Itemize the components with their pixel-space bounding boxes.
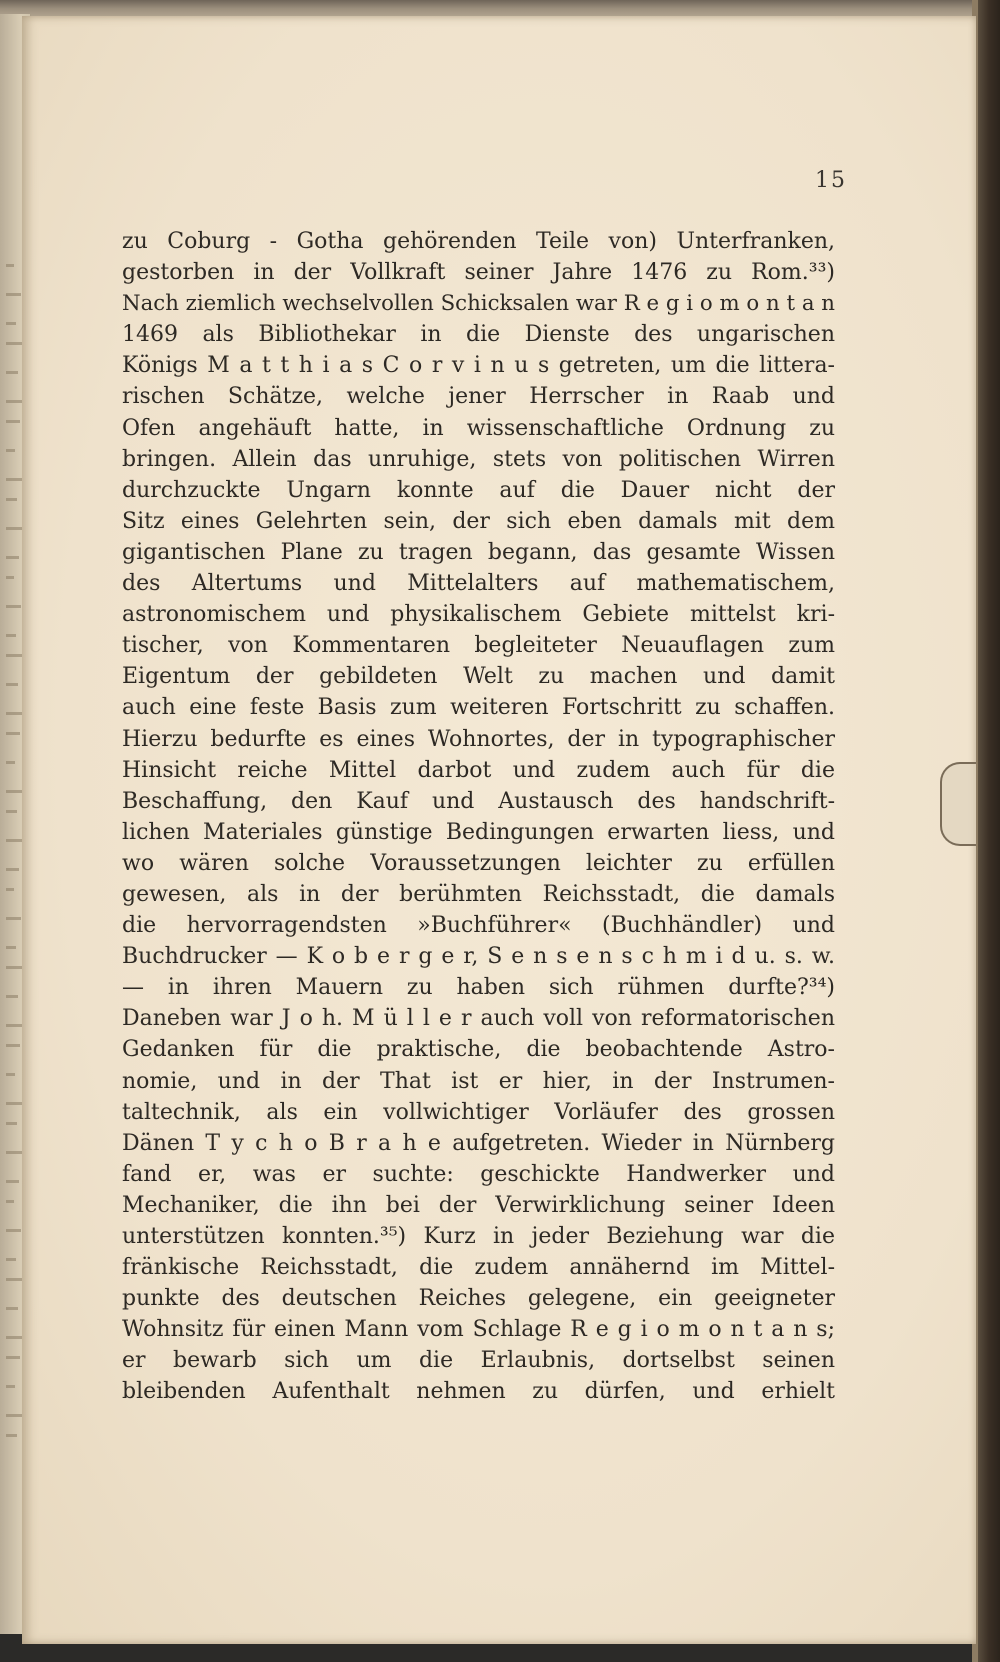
- show-through-mark: [6, 1434, 17, 1437]
- text-line: punkte des deutschen Reiches gelegene, ein geeigneter: [122, 1286, 835, 1312]
- text-line: Wohnsitz für einen Mann vom Schlage R e g i o m o n t a n s;: [122, 1317, 835, 1343]
- text-line: bringen. Allein das unruhige, stets von politischen Wirren: [122, 446, 835, 472]
- text-line: Mechaniker, die ihn bei der Verwirklichung seiner Ideen: [122, 1192, 835, 1218]
- show-through-mark: [6, 342, 23, 345]
- text-line: lichen Materiales günstige Bedingungen erwarten liess, und: [122, 819, 835, 845]
- text-line: Daneben war J o h. M ü l l e r auch voll von reformatorischen: [122, 1006, 835, 1032]
- show-through-mark: [6, 732, 20, 735]
- text-line: bleibenden Aufenthalt nehmen zu dürfen, und erhielt: [122, 1379, 835, 1405]
- show-through-mark: [6, 1180, 19, 1183]
- show-through-mark: [6, 683, 18, 686]
- text-line: des Altertums und Mittelalters auf mathematischem,: [122, 571, 835, 597]
- text-line: auch eine feste Basis zum weiteren Fortschritt zu schaffen.: [122, 695, 835, 721]
- text-line: zu Coburg - Gotha gehörenden Teile von) Unterfranken,: [122, 229, 835, 254]
- book-cover-edge: [972, 0, 1000, 1662]
- text-line: Dänen T y c h o B r a h e aufgetreten. Wieder in Nürnberg: [122, 1130, 835, 1156]
- text-line: Gedanken für die praktische, die beobachtende Astro-: [122, 1037, 835, 1063]
- show-through-mark: [6, 556, 19, 559]
- text-line: Königs M a t t h i a s C o r v i n u s getreten, um die littera-: [122, 353, 835, 379]
- show-through-mark: [6, 1258, 16, 1261]
- show-through-mark: [6, 264, 14, 267]
- text-line: Nach ziemlich wechselvollen Schicksalen war R e g i o m o n t a n: [122, 291, 835, 317]
- show-through-mark: [6, 654, 23, 657]
- show-through-mark: [6, 1044, 20, 1047]
- show-through-mark: [6, 1122, 17, 1125]
- text-line: Ofen angehäuft hatte, in wissenschaftliche Ordnung zu: [122, 415, 835, 441]
- show-through-mark: [6, 966, 23, 969]
- show-through-mark: [6, 322, 16, 325]
- show-through-mark: [6, 634, 16, 637]
- text-line: Beschaffung, den Kauf und Austausch des handschrift-: [122, 788, 835, 814]
- show-through-mark: [6, 1073, 15, 1076]
- show-through-mark: [6, 293, 21, 296]
- page-number: 15: [815, 168, 847, 193]
- show-through-mark: [6, 1229, 21, 1232]
- show-through-mark: [6, 371, 18, 374]
- show-through-mark: [6, 1414, 22, 1417]
- text-line: Hinsicht reiche Mittel darbot und zudem auch für die: [122, 757, 835, 783]
- text-line: astronomischem und physikalischem Gebiete mittelst kri-: [122, 602, 835, 628]
- text-line: fand er, was er suchte: geschickte Handwerker und: [122, 1161, 835, 1187]
- show-through-mark: [6, 1307, 18, 1310]
- show-through-mark: [6, 790, 22, 793]
- text-line: Eigentum der gebildeten Welt zu machen und damit: [122, 664, 835, 690]
- text-line: rischen Schätze, welche jener Herrscher in Raab und: [122, 384, 835, 410]
- body-text: [122, 226, 835, 1408]
- show-through-mark: [6, 917, 21, 920]
- text-line: nomie, und in der That ist er hier, in der Instrumen-: [122, 1068, 835, 1094]
- show-through-mark: [6, 605, 21, 608]
- text-line: gestorben in der Vollkraft seiner Jahre 1476 zu Rom.³³): [122, 260, 835, 286]
- text-line: 1469 als Bibliothekar in die Dienste des ungarischen: [122, 322, 835, 348]
- show-through-mark: [6, 449, 15, 452]
- show-through-mark: [6, 810, 17, 813]
- show-through-mark: [6, 995, 18, 998]
- text-line: — in ihren Mauern zu haben sich rühmen durfte?³⁴): [122, 975, 835, 1001]
- text-line: wo wären solche Voraussetzungen leichter zu erfüllen: [122, 850, 835, 876]
- show-through-mark: [6, 1356, 20, 1359]
- show-through-mark: [6, 761, 15, 764]
- text-line: fränkische Reichsstadt, die zudem annähernd im Mittel-: [122, 1255, 835, 1281]
- page-tab-marker: [940, 762, 976, 846]
- text-line: Sitz eines Gelehrten sein, der sich eben damals mit dem: [122, 508, 835, 534]
- show-through-mark: [6, 1200, 14, 1203]
- text-line: gewesen, als in der berühmten Reichsstadt, die damals: [122, 881, 835, 907]
- text-line: er bewarb sich um die Erlaubnis, dortselbst seinen: [122, 1348, 835, 1374]
- show-through-mark: [6, 478, 22, 481]
- text-line: tischer, von Kommentaren begleiteter Neuauflagen zum: [122, 633, 835, 659]
- show-through-mark: [6, 498, 17, 501]
- text-line: gigantischen Plane zu tragen begann, das gesamte Wissen: [122, 539, 835, 565]
- text-line: die hervorragendsten »Buchführer« (Buchhändler) und: [122, 913, 835, 939]
- show-through-mark: [6, 888, 14, 891]
- text-line: taltechnik, als ein vollwichtiger Vorläufer des grossen: [122, 1099, 835, 1125]
- show-through-mark: [6, 576, 14, 579]
- text-line: durchzuckte Ungarn konnte auf die Dauer nicht der: [122, 477, 835, 503]
- show-through-mark: [6, 946, 16, 949]
- show-through-mark: [6, 1385, 15, 1388]
- text-line: unterstützen konnten.³⁵) Kurz in jeder Beziehung war die: [122, 1224, 835, 1249]
- show-through-mark: [6, 420, 20, 423]
- show-through-mark: [6, 1102, 22, 1105]
- text-line: Hierzu bedurfte es eines Wohnortes, der in typographischer: [122, 726, 835, 752]
- show-through-mark: [6, 868, 19, 871]
- text-line: Buchdrucker — K o b e r g e r, S e n s e n s c h m i d u. s. w.: [122, 944, 835, 970]
- show-through-mark: [6, 1278, 23, 1281]
